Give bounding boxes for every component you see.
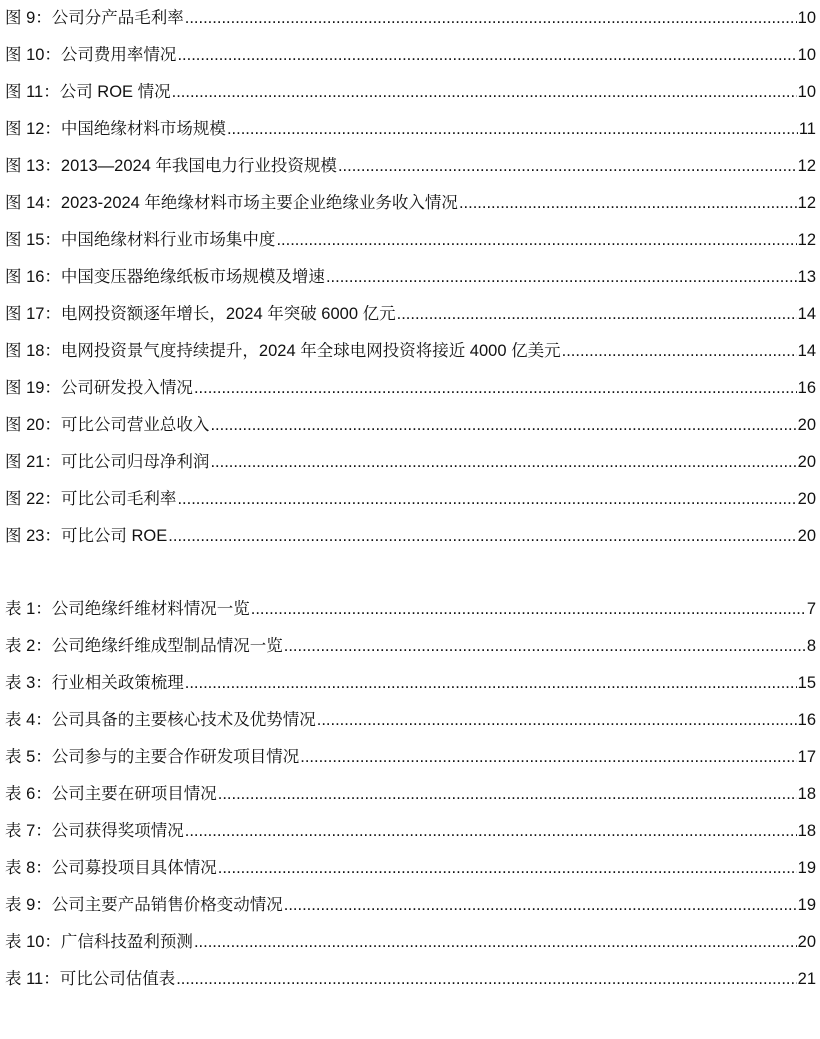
entry-label: 图 17：电网投资额逐年增长，2024 年突破 6000 亿元	[5, 305, 396, 323]
entry-page-number: 11	[798, 120, 816, 138]
entry-label: 表 6：公司主要在研项目情况	[5, 785, 217, 803]
dot-leader	[326, 259, 797, 296]
figure-entry[interactable]	[0, 259, 816, 296]
entry-label: 图 18：电网投资景气度持续提升，2024 年全球电网投资将接近 4000 亿美元	[5, 342, 561, 360]
entry-page-number: 16	[797, 711, 816, 729]
entry-page-number: 19	[797, 859, 816, 877]
dot-leader	[185, 0, 797, 37]
entry-page-number: 10	[797, 9, 816, 27]
entry-label: 图 11：公司 ROE 情况	[5, 83, 171, 101]
table-entry[interactable]	[0, 887, 816, 924]
entry-page-number: 10	[797, 46, 816, 64]
figure-entry[interactable]	[0, 333, 816, 370]
entry-label: 表 7：公司获得奖项情况	[5, 822, 184, 840]
entry-page-number: 20	[797, 453, 816, 471]
entry-label: 图 20：可比公司营业总收入	[5, 416, 210, 434]
entry-label: 图 13：2013—2024 年我国电力行业投资规模	[5, 157, 337, 175]
dot-leader	[227, 111, 798, 148]
entry-page-number: 17	[797, 748, 816, 766]
entry-label: 表 4：公司具备的主要核心技术及优势情况	[5, 711, 316, 729]
dot-leader	[177, 37, 796, 74]
entry-page-number: 14	[797, 305, 816, 323]
figure-entry[interactable]	[0, 111, 816, 148]
entry-page-number: 20	[797, 490, 816, 508]
table-entry[interactable]	[0, 961, 816, 998]
dot-leader	[300, 739, 796, 776]
dot-leader	[459, 185, 797, 222]
entry-label: 图 23：可比公司 ROE	[5, 527, 168, 545]
figure-entry[interactable]	[0, 481, 816, 518]
figure-entry[interactable]	[0, 518, 816, 555]
table-entry[interactable]	[0, 776, 816, 813]
table-entry[interactable]	[0, 665, 816, 702]
entry-label: 表 5：公司参与的主要合作研发项目情况	[5, 748, 300, 766]
table-index-list	[0, 591, 816, 998]
entry-label: 图 21：可比公司归母净利润	[5, 453, 210, 471]
figure-entry[interactable]	[0, 222, 816, 259]
dot-leader	[218, 776, 797, 813]
entry-page-number: 14	[797, 342, 816, 360]
entry-label: 图 19：公司研发投入情况	[5, 379, 193, 397]
dot-leader	[194, 370, 797, 407]
dot-leader	[276, 222, 796, 259]
entry-page-number: 8	[806, 637, 816, 655]
figure-entry[interactable]	[0, 296, 816, 333]
dot-leader	[284, 628, 806, 665]
dot-leader	[218, 850, 797, 887]
dot-leader	[177, 481, 796, 518]
entry-page-number: 20	[797, 933, 816, 951]
entry-label: 表 9：公司主要产品销售价格变动情况	[5, 896, 283, 914]
dot-leader	[185, 813, 797, 850]
entry-label: 图 9：公司分产品毛利率	[5, 9, 184, 27]
entry-label: 表 2：公司绝缘纤维成型制品情况一览	[5, 637, 283, 655]
table-entry[interactable]	[0, 628, 816, 665]
entry-page-number: 21	[797, 970, 816, 988]
entry-label: 表 3：行业相关政策梳理	[5, 674, 184, 692]
dot-leader	[210, 407, 796, 444]
dot-leader	[562, 333, 797, 370]
figure-entry[interactable]	[0, 444, 816, 481]
entry-label: 表 10：广信科技盈利预测	[5, 933, 193, 951]
dot-leader	[397, 296, 797, 333]
dot-leader	[284, 887, 797, 924]
figure-entry[interactable]	[0, 74, 816, 111]
table-entry[interactable]	[0, 850, 816, 887]
entry-label: 表 8：公司募投项目具体情况	[5, 859, 217, 877]
entry-label: 图 15：中国绝缘材料行业市场集中度	[5, 231, 276, 249]
dot-leader	[338, 148, 797, 185]
table-entry[interactable]	[0, 813, 816, 850]
entry-page-number: 19	[797, 896, 816, 914]
table-entry[interactable]	[0, 739, 816, 776]
dot-leader	[176, 961, 796, 998]
entry-page-number: 16	[797, 379, 816, 397]
entry-label: 图 22：可比公司毛利率	[5, 490, 177, 508]
entry-page-number: 13	[797, 268, 816, 286]
entry-label: 表 1：公司绝缘纤维材料情况一览	[5, 600, 250, 618]
figure-entry[interactable]	[0, 0, 816, 37]
table-entry[interactable]	[0, 702, 816, 739]
entry-label: 图 12：中国绝缘材料市场规模	[5, 120, 226, 138]
entry-page-number: 12	[797, 231, 816, 249]
entry-page-number: 15	[797, 674, 816, 692]
entry-label: 图 14：2023-2024 年绝缘材料市场主要企业绝缘业务收入情况	[5, 194, 458, 212]
table-entry[interactable]	[0, 924, 816, 961]
figure-entry[interactable]	[0, 185, 816, 222]
dot-leader	[172, 74, 797, 111]
entry-page-number: 18	[797, 785, 816, 803]
entry-label: 图 10：公司费用率情况	[5, 46, 177, 64]
figure-entry[interactable]	[0, 37, 816, 74]
dot-leader	[168, 518, 796, 555]
dot-leader	[251, 591, 806, 628]
dot-leader	[210, 444, 796, 481]
dot-leader	[185, 665, 797, 702]
dot-leader	[317, 702, 797, 739]
entry-page-number: 12	[797, 194, 816, 212]
entry-label: 表 11：可比公司估值表	[5, 970, 176, 988]
entry-page-number: 18	[797, 822, 816, 840]
entry-page-number: 12	[797, 157, 816, 175]
entry-page-number: 20	[797, 416, 816, 434]
table-entry[interactable]	[0, 591, 816, 628]
figure-entry[interactable]	[0, 407, 816, 444]
figure-entry[interactable]	[0, 370, 816, 407]
dot-leader	[194, 924, 797, 961]
entry-page-number: 10	[797, 83, 816, 101]
figure-entry[interactable]	[0, 148, 816, 185]
entry-page-number: 7	[806, 600, 816, 618]
entry-page-number: 20	[797, 527, 816, 545]
entry-label: 图 16：中国变压器绝缘纸板市场规模及增速	[5, 268, 325, 286]
